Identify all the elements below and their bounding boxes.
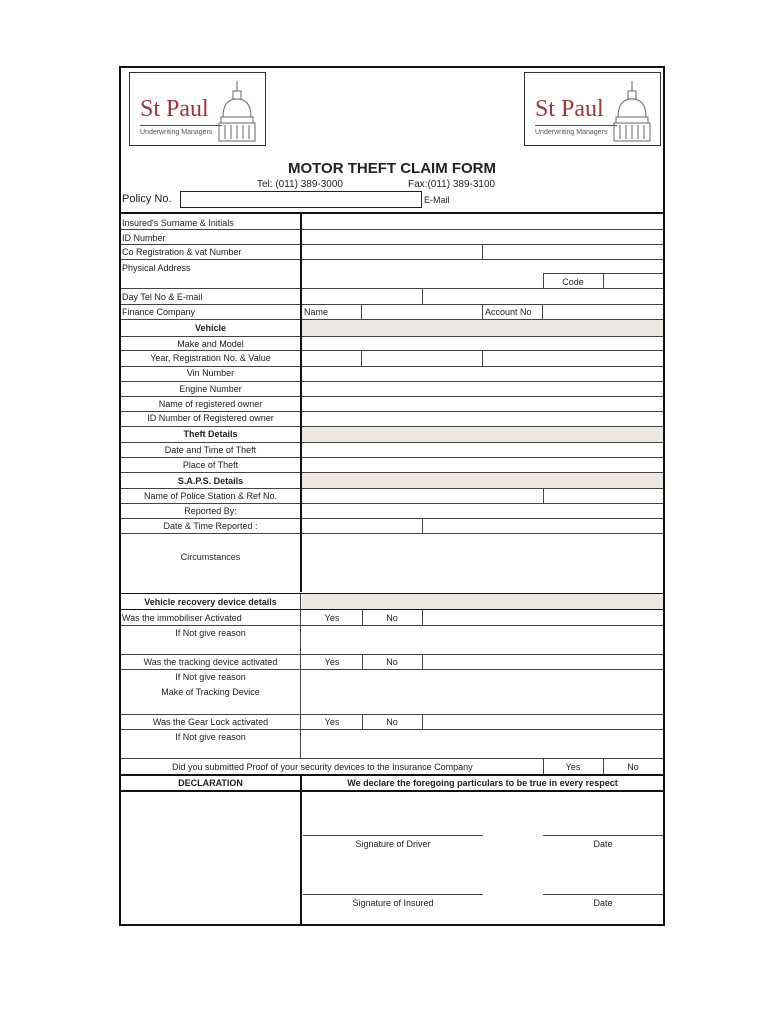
email-label: E-Mail bbox=[424, 195, 450, 205]
gearlock-yes[interactable]: Yes bbox=[324, 717, 340, 727]
insured-signature-label: Signature of Insured bbox=[352, 898, 434, 908]
proof-no[interactable]: No bbox=[627, 762, 639, 772]
tracking-label: Was the tracking device activated bbox=[143, 657, 278, 667]
account-no-label: Account No bbox=[485, 307, 532, 317]
id-number-label: ID Number bbox=[122, 233, 166, 243]
tracking-no[interactable]: No bbox=[386, 657, 398, 667]
logo-subtitle: Underwriting Managers bbox=[535, 129, 608, 136]
theft-place-label: Place of Theft bbox=[182, 460, 239, 470]
insured-surname-label: Insured's Surname & Initials bbox=[122, 218, 234, 228]
police-station-label: Name of Police Station & Ref No. bbox=[143, 491, 278, 501]
proof-question: Did you submitted Proof of your security devices to the Insurance Company bbox=[172, 762, 473, 772]
driver-date-line[interactable] bbox=[543, 835, 663, 836]
tel-number: Tel: (011) 389-3000 bbox=[257, 179, 343, 190]
vin-label: Vin Number bbox=[186, 368, 235, 378]
insured-date-label: Date bbox=[593, 898, 613, 908]
logo-name: St Paul bbox=[140, 96, 209, 122]
co-reg-label: Co Registration & vat Number bbox=[122, 247, 242, 257]
circumstances-label: Circumstances bbox=[180, 552, 241, 562]
cathedral-icon bbox=[612, 79, 652, 143]
physical-address-label: Physical Address bbox=[122, 263, 191, 273]
reason-label-1: If Not give reason bbox=[175, 628, 246, 638]
reason-label-3: If Not give reason bbox=[175, 732, 246, 742]
make-model-label: Make and Model bbox=[177, 339, 244, 349]
driver-signature-label: Signature of Driver bbox=[355, 839, 431, 849]
theft-heading: Theft Details bbox=[183, 429, 238, 439]
owner-name-label: Name of registered owner bbox=[158, 399, 263, 409]
finance-name-label: Name bbox=[304, 307, 329, 317]
logo-name: St Paul bbox=[535, 96, 604, 122]
finance-company-label: Finance Company bbox=[122, 307, 196, 317]
gearlock-no[interactable]: No bbox=[386, 717, 398, 727]
declaration-heading: DECLARATION bbox=[178, 778, 243, 788]
logo-left bbox=[129, 72, 266, 146]
date-reported-label: Date & Time Reported : bbox=[163, 521, 258, 531]
frame-right bbox=[663, 66, 665, 926]
day-tel-label: Day Tel No & E-mail bbox=[122, 292, 203, 302]
tracking-make-label: Make of Tracking Device bbox=[161, 687, 260, 697]
form-title: MOTOR THEFT CLAIM FORM bbox=[287, 160, 497, 177]
immobiliser-no[interactable]: No bbox=[386, 613, 398, 623]
fax-number: Fax:(011) 389-3100 bbox=[408, 179, 496, 190]
year-reg-label: Year, Registration No. & Value bbox=[150, 353, 271, 363]
gearlock-label: Was the Gear Lock activated bbox=[152, 717, 269, 727]
policy-number-field[interactable] bbox=[180, 191, 422, 208]
owner-id-label: ID Number of Registered owner bbox=[147, 413, 274, 423]
vehicle-heading: Vehicle bbox=[194, 323, 227, 333]
driver-date-label: Date bbox=[593, 839, 613, 849]
logo-right bbox=[524, 72, 661, 146]
reported-by-label: Reported By: bbox=[184, 506, 237, 516]
code-label: Code bbox=[562, 277, 584, 287]
tracking-yes[interactable]: Yes bbox=[324, 657, 340, 667]
policy-label: Policy No. bbox=[122, 193, 172, 205]
frame-bottom bbox=[119, 924, 665, 926]
driver-signature-line[interactable] bbox=[303, 835, 483, 836]
cathedral-icon bbox=[217, 79, 257, 143]
immobiliser-yes[interactable]: Yes bbox=[324, 613, 340, 623]
engine-label: Engine Number bbox=[179, 384, 242, 394]
theft-date-label: Date and Time of Theft bbox=[164, 445, 257, 455]
frame-top bbox=[119, 66, 665, 68]
insured-date-line[interactable] bbox=[543, 894, 663, 895]
reason-label-2: If Not give reason bbox=[175, 672, 246, 682]
insured-signature-line[interactable] bbox=[303, 894, 483, 895]
recovery-heading: Vehicle recovery device details bbox=[144, 597, 277, 607]
immobiliser-label: Was the immobiliser Activated bbox=[122, 613, 242, 623]
proof-yes[interactable]: Yes bbox=[565, 762, 581, 772]
declaration-statement: We declare the foregoing particulars to be true in every respect bbox=[347, 778, 618, 788]
logo-subtitle: Underwriting Managers bbox=[140, 129, 213, 136]
saps-heading: S.A.P.S. Details bbox=[177, 476, 244, 486]
